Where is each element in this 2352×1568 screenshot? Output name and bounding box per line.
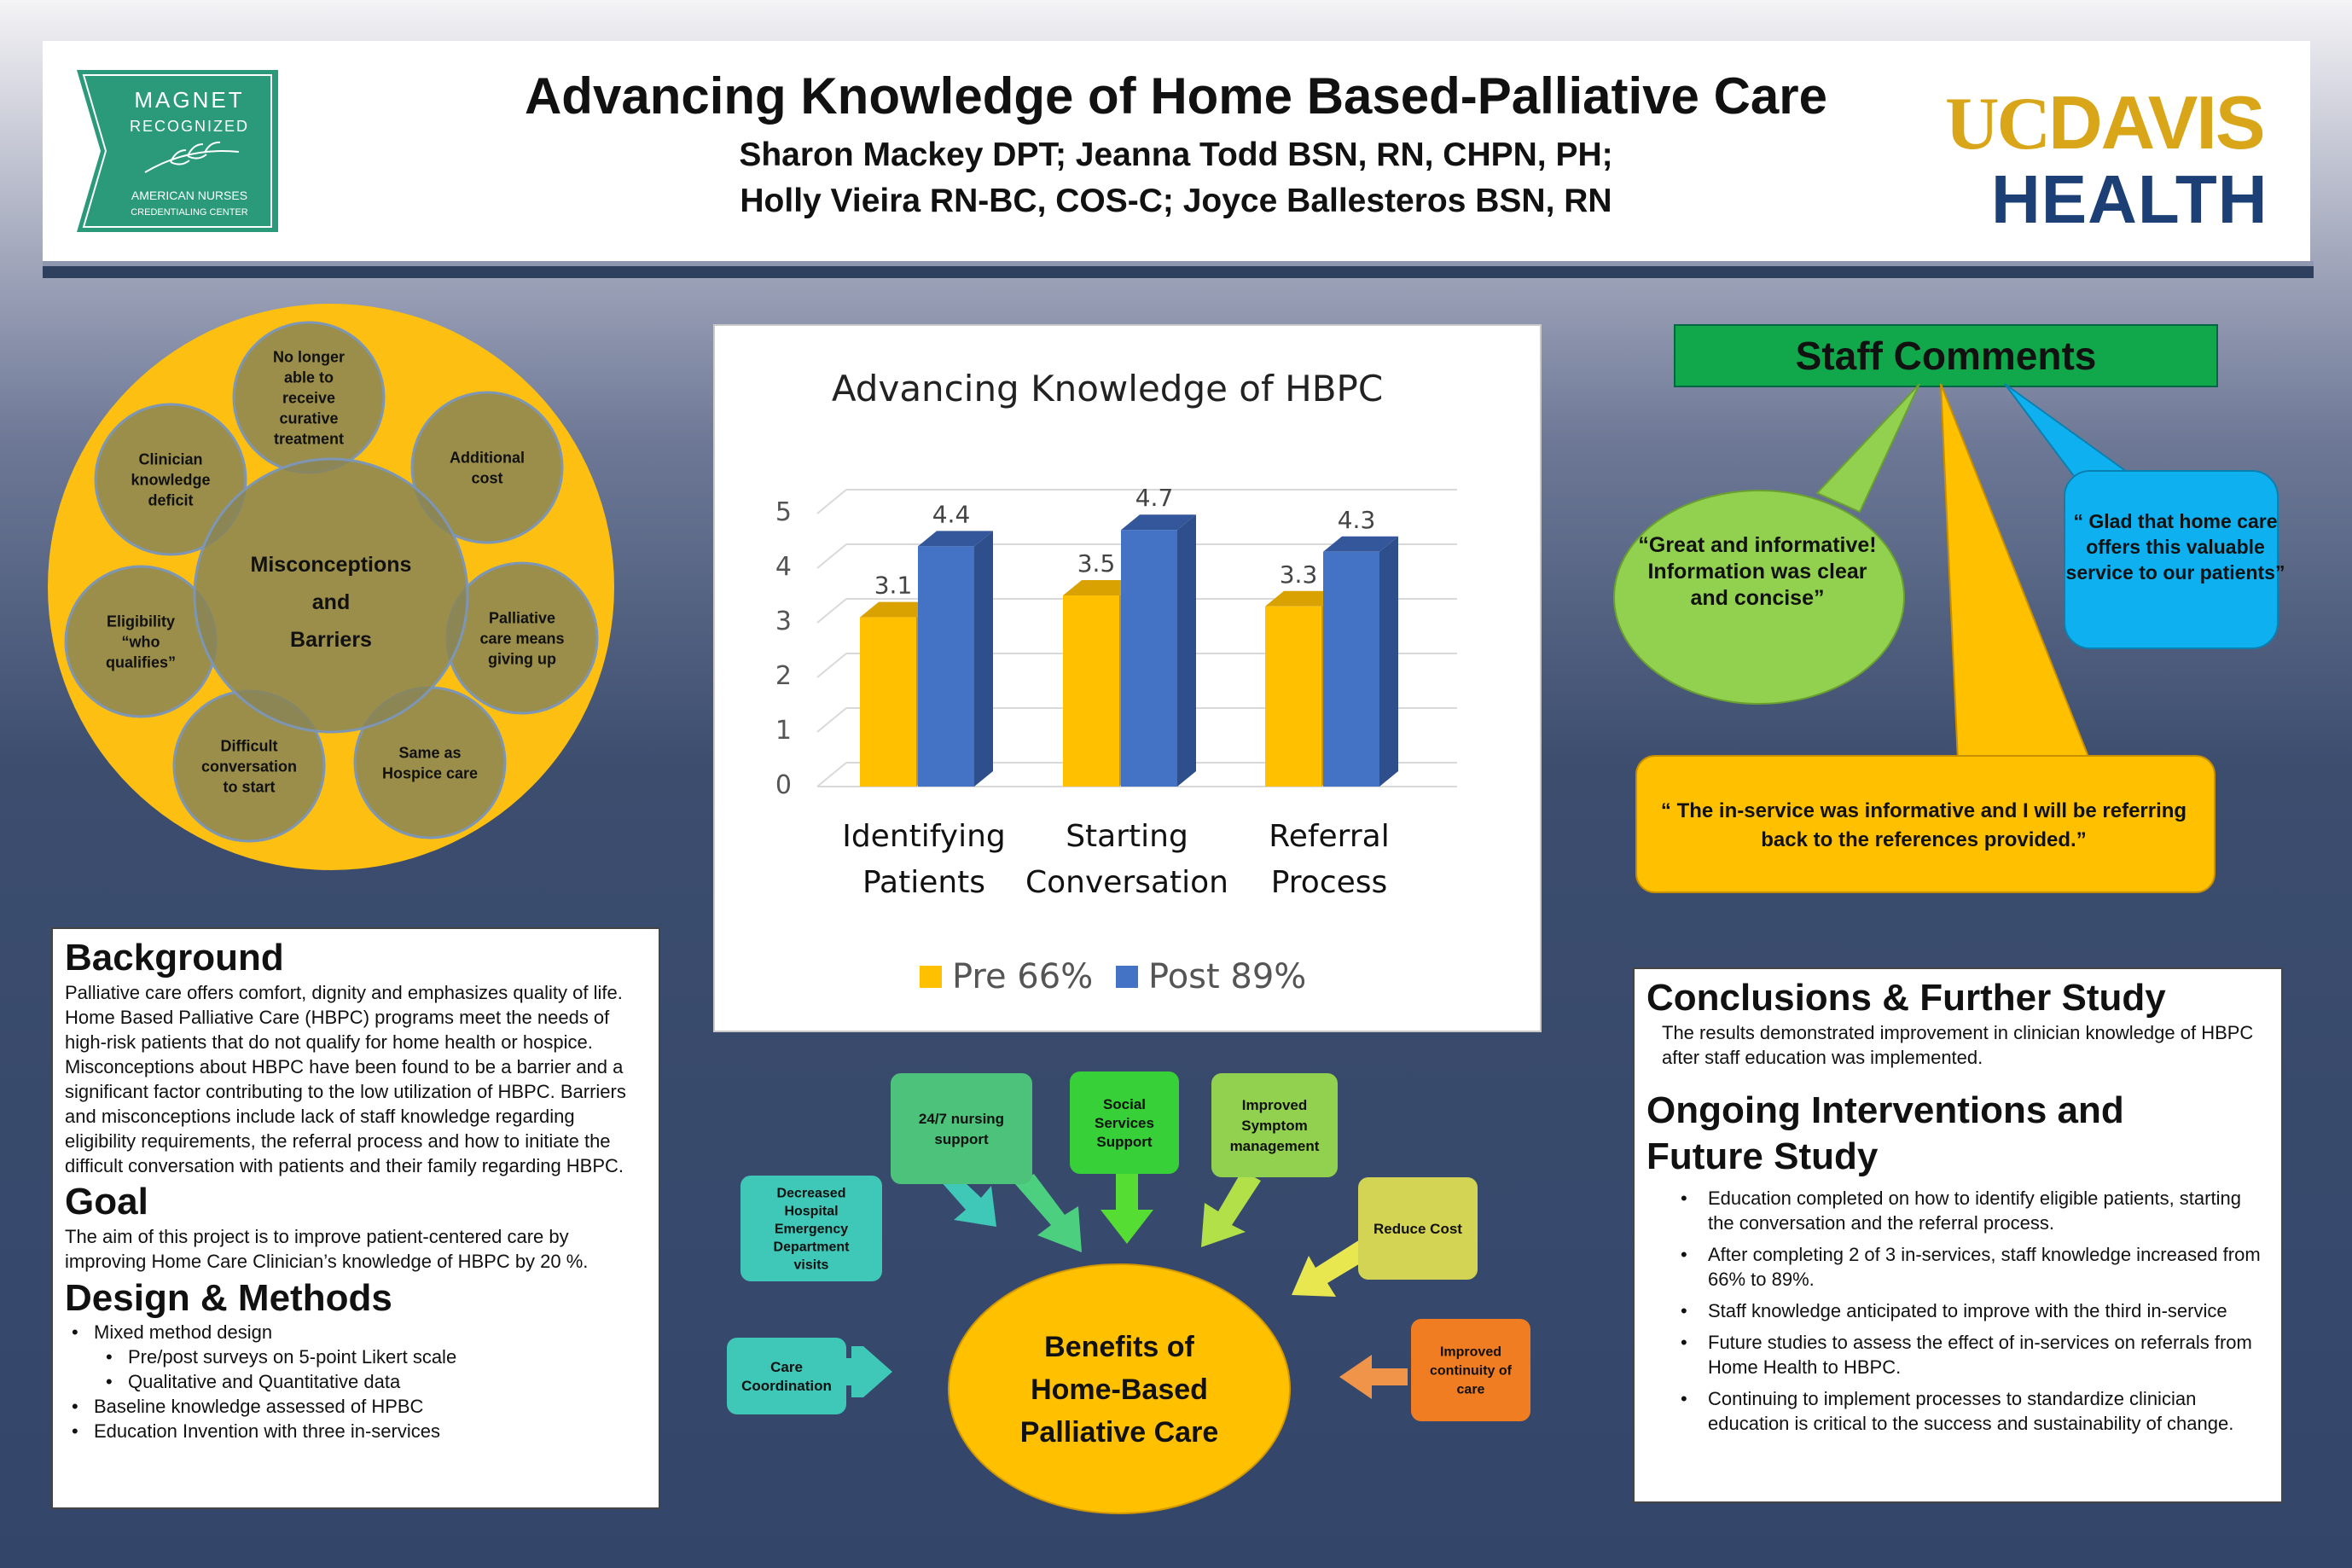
misconceptions-center-line1: Misconceptions <box>250 553 412 577</box>
benefit-decreased-visits-line: Decreased <box>776 1186 846 1201</box>
design-methods-list <box>65 1320 647 1443</box>
misconception-giving-up-line: giving up <box>488 650 556 668</box>
misconception-eligibility-line: “who <box>121 633 160 651</box>
x-category-label: Identifying <box>842 819 1006 854</box>
ongoing-item-text: Staff knowledge anticipated to improve with the third in-service <box>1708 1300 2227 1321</box>
symptom-management-arrow <box>1201 1170 1261 1247</box>
x-category-label: Process <box>1270 865 1388 900</box>
staff-quote-3: “ The in-service was informative and I will be referring back to the references provided.” <box>1660 799 2187 851</box>
ongoing-item-text: Future studies to assess the effect of in-services on referrals from Home Health to HBPC. <box>1708 1332 2252 1378</box>
data-label: 4.7 <box>1135 484 1174 513</box>
hbpc-chart-panel <box>713 324 1542 1032</box>
design-methods-item <box>65 1369 647 1394</box>
legend-swatch-0 <box>920 966 942 988</box>
legend-label-0: Pre 66% <box>952 957 1094 996</box>
x-category-label: Conversation <box>1025 865 1229 900</box>
authors-line2: Holly Vieira RN-BC, COS-C; Joyce Ballesteros BSN, RN <box>740 183 1612 219</box>
x-category-label: Patients <box>862 865 986 900</box>
benefit-symptom-management-line: Symptom <box>1241 1117 1308 1134</box>
benefit-reduce-cost-line: Reduce Cost <box>1373 1220 1462 1237</box>
misconception-difficult-conversation-line: Difficult <box>220 737 278 755</box>
benefit-decreased-visits-line: Hospital <box>784 1204 839 1219</box>
staff-quote-2: “ Glad that home care offers this valuable service to our patients” <box>2065 510 2285 584</box>
nursing-support-arrow <box>1015 1174 1082 1252</box>
data-label: 3.1 <box>874 571 913 600</box>
goal-heading: Goal <box>65 1181 148 1222</box>
bullet-icon: • <box>72 1396 78 1417</box>
logo-davis: DAVIS <box>2048 80 2264 165</box>
benefits-center-line: Palliative Care <box>1019 1415 1219 1449</box>
y-tick-label: 4 <box>775 552 792 582</box>
misconception-additional-cost-line: Additional <box>450 449 525 467</box>
staff-quote-1: “Great and informative! Information was clear and concise” <box>1638 533 1877 610</box>
conclusions-panel <box>1633 967 2283 1503</box>
y-tick-label: 5 <box>775 497 792 527</box>
benefit-care-coordination-line: Coordination <box>741 1377 832 1394</box>
continuity-arrow <box>1339 1355 1408 1399</box>
bar-post-2 <box>1323 537 1398 787</box>
green-bubble-tail <box>1817 384 1919 512</box>
misconception-same-as-hospice-line: Same as <box>398 744 462 762</box>
staff-comments-title: Staff Comments <box>1674 324 2218 387</box>
bar-post-0 <box>918 531 993 787</box>
uc-davis-health-logo <box>1945 80 2286 237</box>
benefit-social-services-line: Support <box>1096 1133 1153 1150</box>
logo-health: HEALTH <box>1991 161 2268 237</box>
misconception-giving-up-line: Palliative <box>488 609 556 627</box>
design-methods-item <box>65 1394 647 1419</box>
data-label: 3.5 <box>1077 549 1116 578</box>
bullet-icon: • <box>72 1420 78 1442</box>
misconception-curative-treatment-line: able to <box>283 369 334 386</box>
benefit-decreased-visits-line: Department <box>773 1240 850 1255</box>
ongoing-item-text: After completing 2 of 3 in-services, staff knowledge increased from 66% to 89%. <box>1708 1244 2261 1290</box>
ongoing-item <box>1646 1386 2269 1436</box>
magnet-line1: MAGNET <box>134 87 245 113</box>
misconception-knowledge-deficit-line: Clinician <box>138 450 203 468</box>
y-tick-label: 1 <box>775 716 792 746</box>
care-coordination-arrow <box>845 1346 892 1397</box>
misconception-giving-up-line: care means <box>479 630 565 648</box>
magnet-line3: AMERICAN NURSES <box>131 189 248 202</box>
ongoing-heading-line1: Ongoing Interventions and <box>1646 1089 2124 1131</box>
ongoing-item <box>1646 1298 2269 1323</box>
misconceptions-center-line2: and <box>311 590 351 614</box>
benefits-diagram <box>725 1065 1544 1542</box>
care-coordination-box <box>727 1338 846 1414</box>
authors-line1: Sharon Mackey DPT; Jeanna Todd BSN, RN, CHPN, PH; <box>739 136 1613 173</box>
logo-uc: UC <box>1945 83 2049 166</box>
bullet-icon: • <box>106 1371 113 1392</box>
misconception-eligibility-line: Eligibility <box>106 613 176 630</box>
legend-label-1: Post 89% <box>1148 957 1307 996</box>
ongoing-heading-line2: Future Study <box>1646 1135 1879 1177</box>
ongoing-item <box>1646 1186 2269 1235</box>
benefit-continuity-of-care-line: Improved <box>1439 1344 1502 1360</box>
social-services-arrow <box>1101 1165 1153 1244</box>
design-methods-item-text: Pre/post surveys on 5-point Likert scale <box>128 1346 457 1368</box>
benefits-center-line: Benefits of <box>1044 1330 1194 1363</box>
benefit-symptom-management-line: Improved <box>1241 1096 1308 1113</box>
bullet-icon: • <box>72 1321 78 1343</box>
background-goal-methods-panel <box>51 927 660 1509</box>
background-heading: Background <box>65 937 284 979</box>
benefit-nursing-support-line: support <box>934 1130 989 1147</box>
misconception-knowledge-deficit-line: deficit <box>148 491 194 509</box>
benefit-care-coordination-line: Care <box>770 1358 803 1375</box>
magnet-line2: RECOGNIZED <box>129 118 250 135</box>
misconceptions-diagram <box>44 297 618 877</box>
bullet-icon: • <box>1681 1332 1687 1353</box>
y-tick-label: 0 <box>775 770 792 800</box>
data-label: 3.3 <box>1279 560 1318 589</box>
design-methods-item <box>65 1419 647 1443</box>
header-divider <box>43 266 2314 278</box>
chart-title: Advancing Knowledge of HBPC <box>831 368 1384 409</box>
misconception-knowledge-deficit-line: knowledge <box>131 471 211 489</box>
bullet-icon: • <box>106 1346 113 1368</box>
misconception-curative-treatment-line: curative <box>279 409 339 427</box>
background-text: Palliative care offers comfort, dignity and emphasizes quality of life. Home Based Palliative Care (HBPC) programs meet the needs of high-risk patients that do not qualify for home health or hospice. Misconceptions about HBPC have been found to be a barrier and a significant factor contributing to the low utilization of HBPC. Barriers and misconceptions include lack of staff knowledge regarding eligibility requirements, the referral process and how to initiate the difficult conversation with patients and their family regarding HBPC. <box>65 982 626 1176</box>
data-label: 4.4 <box>932 500 971 529</box>
benefit-continuity-of-care-line: care <box>1456 1382 1485 1397</box>
misconceptions-center-line3: Barriers <box>290 628 372 652</box>
conclusions-heading: Conclusions & Further Study <box>1646 977 2166 1019</box>
design-methods-item-text: Baseline knowledge assessed of HPBC <box>94 1396 424 1417</box>
design-methods-heading: Design & Methods <box>65 1277 392 1319</box>
magnet-line4: CREDENTIALING CENTER <box>131 207 248 218</box>
goal-text: The aim of this project is to improve patient-centered care by improving Home Care Clinician’s knowledge of HBPC by 20 %. <box>65 1226 589 1272</box>
bar-post-1 <box>1121 514 1196 787</box>
misconception-additional-cost-line: cost <box>471 469 503 487</box>
ongoing-item-text: Education completed on how to identify eligible patients, starting the conversation and the referral process. <box>1708 1188 2241 1234</box>
benefit-nursing-support-line: 24/7 nursing <box>918 1110 1005 1127</box>
benefit-social-services-line: Services <box>1095 1114 1154 1131</box>
bullet-icon: • <box>1681 1300 1687 1321</box>
y-tick-label: 2 <box>775 661 792 691</box>
misconception-difficult-conversation-line: to start <box>223 778 276 796</box>
design-methods-item-text: Qualitative and Quantitative data <box>128 1371 401 1392</box>
nursing-support-box <box>891 1073 1032 1184</box>
data-label: 4.3 <box>1337 505 1376 534</box>
conclusions-text: The results demonstrated improvement in clinician knowledge of HBPC after staff education was implemented. <box>1662 1022 2254 1068</box>
hbpc-bar-chart <box>715 326 1540 1031</box>
bullet-icon: • <box>1681 1188 1687 1209</box>
design-methods-item-text: Mixed method design <box>94 1321 273 1343</box>
misconception-curative-treatment-line: No longer <box>273 348 345 366</box>
bullet-icon: • <box>1681 1388 1687 1409</box>
misconception-curative-treatment-line: treatment <box>273 430 345 448</box>
poster-title: Advancing Knowledge of Home Based-Palliative Care <box>524 67 1828 125</box>
design-methods-item-text: Education Invention with three in-services <box>94 1420 440 1442</box>
ongoing-item-text: Continuing to implement processes to standardize clinician education is critical to the success and sustainability of change. <box>1708 1388 2234 1434</box>
misconception-eligibility-line: qualifies” <box>105 653 177 671</box>
benefit-social-services-line: Social <box>1102 1095 1147 1112</box>
misconception-difficult-conversation-line: conversation <box>200 758 298 775</box>
legend-swatch-1 <box>1116 966 1138 988</box>
benefit-continuity-of-care-line: continuity of <box>1430 1363 1512 1379</box>
x-category-label: Starting <box>1066 819 1188 854</box>
misconception-curative-treatment-line: receive <box>282 389 336 407</box>
ongoing-item <box>1646 1330 2269 1379</box>
y-tick-label: 3 <box>775 607 792 636</box>
benefit-decreased-visits-line: visits <box>793 1257 829 1273</box>
ongoing-item <box>1646 1242 2269 1292</box>
benefit-decreased-visits-line: Emergency <box>774 1222 849 1237</box>
misconception-same-as-hospice-line: Hospice care <box>381 764 479 782</box>
x-category-label: Referral <box>1269 819 1390 854</box>
ongoing-list <box>1646 1186 2269 1436</box>
design-methods-item <box>65 1320 647 1344</box>
design-methods-item <box>65 1344 647 1369</box>
benefit-symptom-management-line: management <box>1229 1137 1320 1154</box>
bullet-icon: • <box>1681 1244 1687 1265</box>
benefits-center-line: Home-Based <box>1031 1373 1208 1406</box>
